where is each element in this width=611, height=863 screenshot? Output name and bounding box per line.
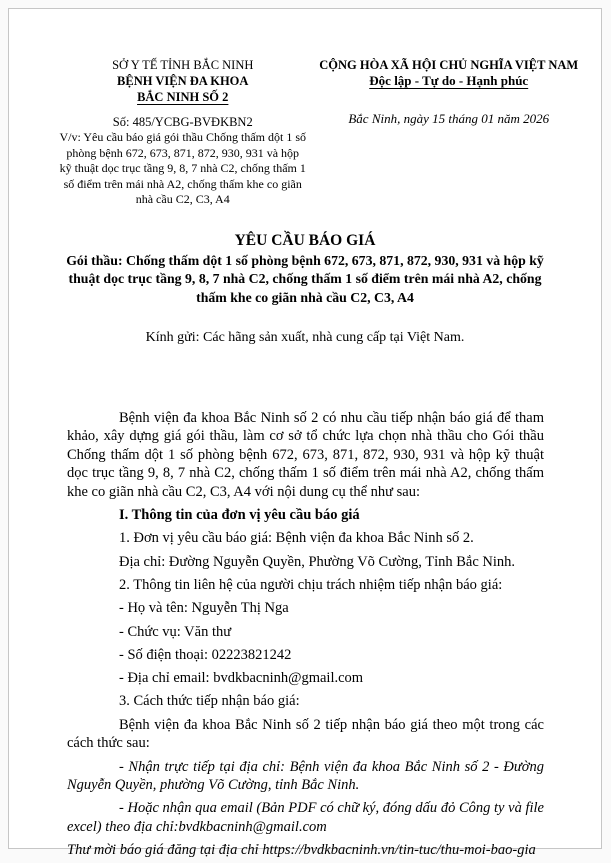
org-department: SỞ Y TẾ TỈNH BẮC NINH: [112, 58, 254, 72]
receive-method-direct: - Nhận trực tiếp tại địa chỉ: Bệnh viện đa khoa Bắc Ninh số 2 - Đường Nguyễn Quyền, phường Võ Cường, tỉnh Bắc Ninh.: [67, 758, 544, 794]
doc-subject: V/v: Yêu cầu báo giá gói thầu Chống thấm dột 1 số phòng bệnh 672, 673, 871, 872, 930, 931 và hộp kỹ thuật dọc trục tầng 9, 8, 7 nhà C2, chống thấm 1 số điểm trên mái nhà A2, chống thấm khe co giãn nhà cầu C2, C3, A4: [59, 130, 306, 206]
intro-paragraph: Bệnh viện đa khoa Bắc Ninh số 2 có nhu cầu tiếp nhận báo giá để tham khảo, xây dựng giá gói thầu, làm cơ sở tổ chức lựa chọn nhà thầu cho Gói thầu Chống thấm dột 1 số phòng bệnh 672, 673, 871, 872, 930, 931 và hộp kỹ thuật dọc trục tầng 9, 8, 7 nhà C2, chống thấm 1 số điểm trên mái nhà A2, chống thấm khe co giãn nhà cầu C2, C3, A4 với nội dung cụ thể như sau:: [67, 409, 544, 500]
receive-method-intro: Bệnh viện đa khoa Bắc Ninh số 2 tiếp nhận báo giá theo một trong các cách thức sau:: [67, 716, 544, 752]
document-title: YÊU CẦU BÁO GIÁ: [234, 231, 376, 249]
contact-phone-line: - Số điện thoại: 02223821242: [119, 646, 292, 663]
date-line: Bắc Ninh, ngày 15 tháng 01 năm 2026: [348, 111, 550, 126]
org-name-line2: BẮC NINH SỐ 2: [137, 90, 229, 104]
national-header-block: [306, 57, 591, 208]
org-name-line1: BỆNH VIỆN ĐA KHOA: [117, 74, 249, 88]
document-body: [9, 356, 601, 860]
document-page: [8, 8, 602, 859]
receive-method-heading: 3. Cách thức tiếp nhận báo giá:: [119, 693, 300, 710]
document-header: [9, 57, 601, 208]
country-title: CỘNG HÒA XÃ HỘI CHỦ NGHĨA VIỆT NAM: [319, 58, 579, 72]
address-line: Địa chỉ: Đường Nguyễn Quyền, Phường Võ Cường, Tỉnh Bắc Ninh.: [119, 553, 516, 570]
section-1-heading: I. Thông tin của đơn vị yêu cầu báo giá: [119, 507, 360, 524]
contact-name-line: - Họ và tên: Nguyễn Thị Nga: [119, 600, 289, 617]
salutation-line: Kính gửi: Các hãng sản xuất, nhà cung cấp tại Việt Nam.: [145, 330, 465, 345]
national-motto: Độc lập - Tự do - Hạnh phúc: [369, 73, 529, 88]
contact-title-line: - Chức vụ: Văn thư: [119, 623, 232, 640]
footer-note: Thư mời báo giá đăng tại địa chỉ https://bvdkbacninh.vn/tin-tuc/thu-moi-bao-gia: [67, 842, 536, 859]
contact-info-heading: 2. Thông tin liên hệ của người chịu trách nhiệm tiếp nhận báo giá:: [119, 576, 503, 593]
contact-email-line: - Địa chỉ email: bvdkbacninh@gmail.com: [119, 670, 364, 687]
receive-method-email: - Hoặc nhận qua email (Bản PDF có chữ ký, đóng dấu đỏ Công ty và file excel) theo địa chỉ:bvdkbacninh@gmail.com: [67, 800, 544, 835]
doc-number: Số: 485/YCBG-BVĐKBN2: [112, 115, 253, 129]
document-subtitle: Gói thầu: Chống thấm dột 1 số phòng bệnh 672, 673, 871, 872, 930, 931 và hộp kỹ thuật dọc trục tầng 9, 8, 7 nhà C2, chống thấm 1 số điểm trên mái nhà A2, chống thấm khe co giãn nhà cầu C2, C3, A4: [66, 252, 544, 305]
issuing-org-block: [59, 57, 306, 208]
requesting-unit-line: 1. Đơn vị yêu cầu báo giá: Bệnh viện đa khoa Bắc Ninh số 2.: [119, 530, 474, 547]
